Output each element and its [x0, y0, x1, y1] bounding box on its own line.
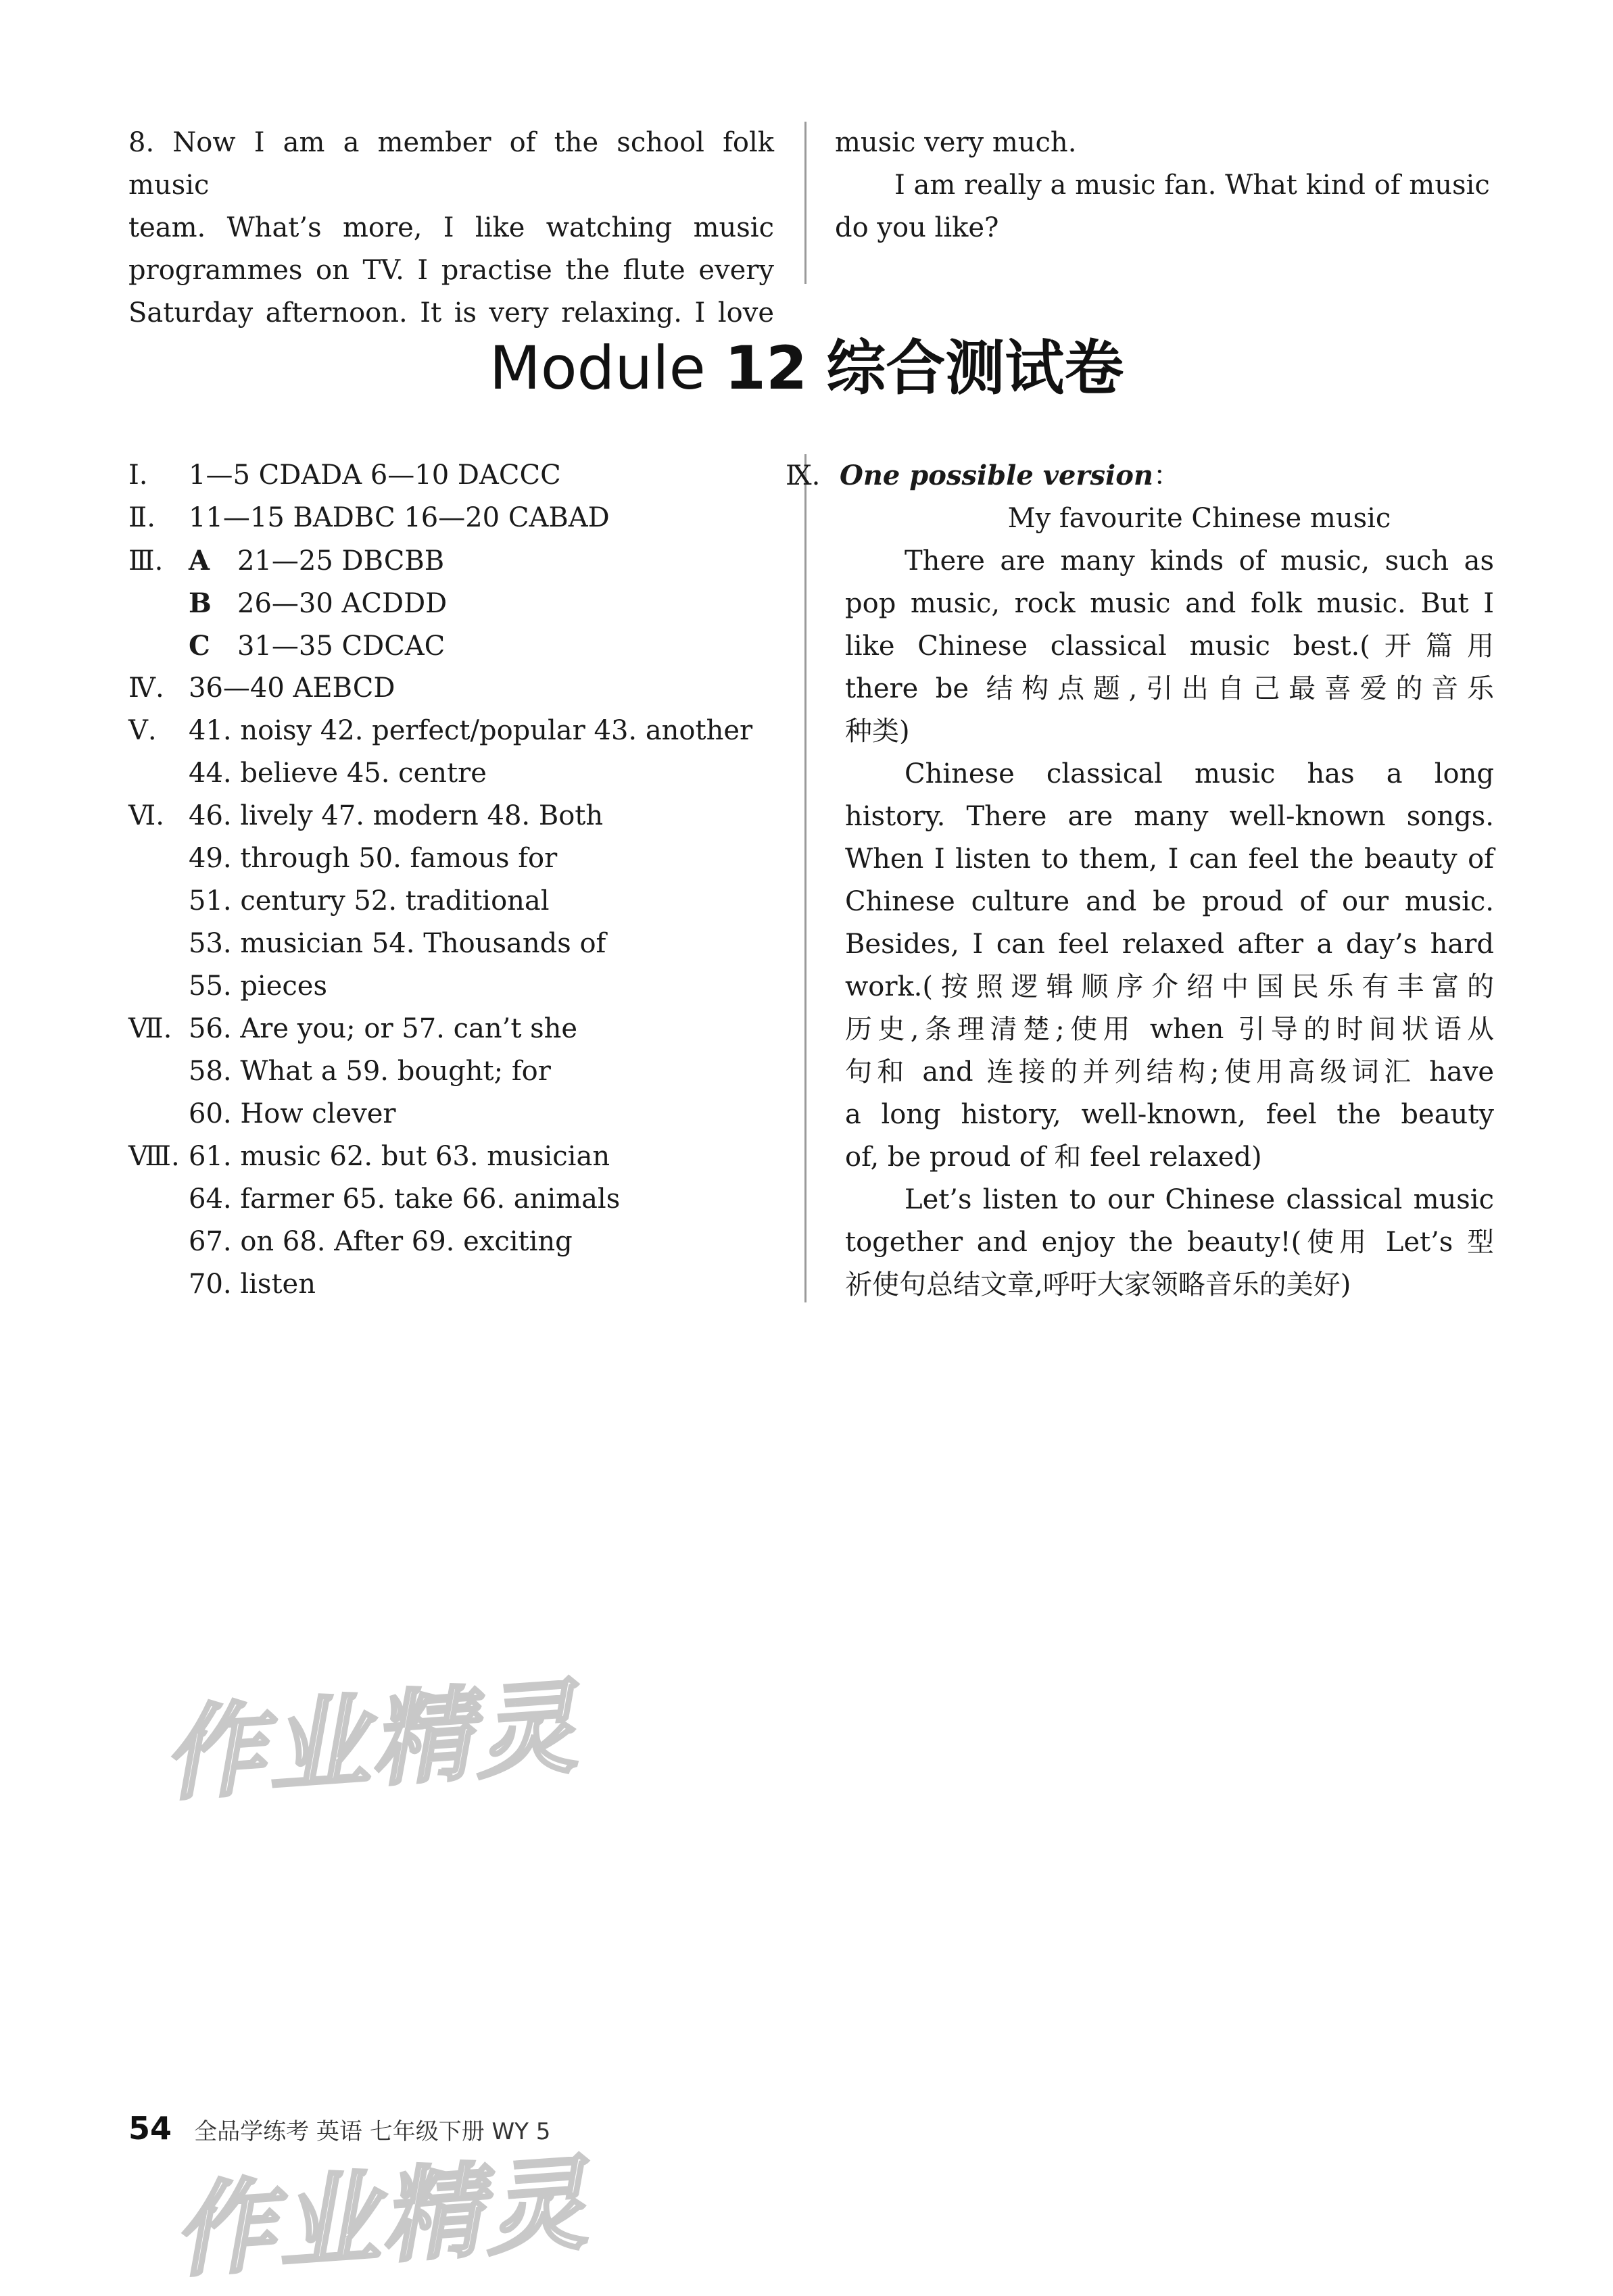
answer-text: 31—35 CDCAC [237, 631, 446, 662]
answer-row [128, 1093, 752, 1135]
section-number: Ⅷ. [128, 1141, 180, 1172]
answer-row [128, 837, 752, 880]
text-line: a long history, well-known, feel the beauty [845, 1099, 1494, 1130]
answer-text: 21—25 DBCBB [237, 545, 445, 577]
answer-text: 51. century 52. traditional [189, 885, 550, 917]
answer-row [128, 1135, 752, 1178]
footer-text: 全品学练考 英语 七年级下册 WY 5 [194, 2118, 551, 2145]
answer-text: 67. on 68. After 69. exciting [189, 1226, 573, 1257]
text-line: work.(按照逻辑顺序介绍中国民乐有丰富的 [845, 971, 1494, 1002]
answer-text: 46. lively 47. modern 48. Both [189, 800, 604, 831]
answer-text: 55. pieces [189, 971, 327, 1002]
answer-row [128, 497, 752, 539]
answer-text: 1—5 CDADA 6—10 DACCC [189, 460, 561, 491]
page-title [0, 331, 1613, 406]
colon: ： [1153, 460, 1180, 491]
answer-text: 61. music 62. but 63. musician [189, 1141, 610, 1172]
paragraph [845, 753, 1494, 1179]
paragraph [845, 1179, 1494, 1306]
subsection-label: C [189, 630, 210, 662]
answer-text: 70. listen [189, 1269, 316, 1300]
answer-text: 58. What a 59. bought; for [189, 1056, 551, 1087]
paragraph [845, 540, 1494, 753]
text-line: team. What’s more, I like watching music [128, 212, 774, 243]
title-number: 12 [724, 333, 808, 403]
answer-key [128, 454, 752, 1306]
page-footer [128, 2110, 550, 2147]
section-number: Ⅵ. [128, 800, 164, 831]
text-line: history. There are many well-known songs. [845, 801, 1494, 832]
answer-text: 56. Are you; or 57. can’t she [189, 1013, 578, 1044]
section-number: Ⅴ. [128, 715, 157, 746]
text-line: Chinese culture and be proud of our music. [845, 886, 1494, 917]
section-number: Ⅱ. [128, 502, 155, 533]
text-line: Saturday afternoon. It is very relaxing. I love [128, 297, 774, 328]
answer-row [128, 625, 752, 667]
answer-row [128, 752, 752, 795]
title-module: Module [489, 333, 706, 403]
text-line: I am really a music fan. What kind of music [894, 170, 1490, 201]
answer-row [128, 667, 752, 710]
answer-text: 26—30 ACDDD [237, 588, 448, 619]
text-line: music very much. [835, 127, 1077, 158]
answer-text: 64. farmer 65. take 66. animals [189, 1183, 621, 1215]
answer-row [128, 923, 752, 965]
answer-row [128, 1263, 752, 1306]
text-line: 祈使句总结文章,呼吁大家领略音乐的美好) [845, 1269, 1351, 1300]
title-chinese: 综合测试卷 [826, 333, 1124, 403]
text-line: Let’s listen to our Chinese classical music [905, 1184, 1494, 1215]
answer-row [128, 1221, 752, 1263]
answer-text: 60. How clever [189, 1098, 396, 1129]
answer-text: 44. believe 45. centre [189, 758, 487, 789]
section-number: Ⅲ. [128, 545, 164, 577]
watermark: 作业精灵 [159, 1668, 583, 1815]
text-line: do you like? [835, 212, 999, 243]
text-line: of, be proud of 和 feel relaxed) [845, 1142, 1262, 1173]
text-line: 8. Now I am a member of the school folk music [128, 127, 774, 201]
answer-row [128, 1050, 752, 1093]
subsection-label: B [189, 587, 212, 619]
text-line: There are many kinds of music, such as [905, 545, 1494, 577]
text-line: Besides, I can feel relaxed after a day’s hard [845, 929, 1494, 960]
text-line: When I listen to them, I can feel the beauty of [845, 844, 1494, 875]
text-line: like Chinese classical music best.(开篇用 [845, 631, 1494, 662]
answer-row [128, 795, 752, 837]
answer-row [128, 539, 752, 582]
page-number: 54 [128, 2110, 172, 2147]
column-divider [804, 454, 806, 1302]
answer-text: 11—15 BADBC 16—20 CABAD [189, 502, 610, 533]
top-left-column [128, 122, 774, 335]
text-line: programmes on TV. I practise the flute every [128, 255, 774, 286]
possible-version-label: One possible version [840, 460, 1153, 491]
text-line: there be 结构点题,引出自己最喜爱的音乐 [845, 673, 1494, 704]
text-line: together and enjoy the beauty!(使用 Let’s 型 [845, 1227, 1494, 1258]
answer-row [128, 710, 752, 752]
answer-row [128, 1178, 752, 1221]
answer-row [128, 880, 752, 923]
section-number: Ⅶ. [128, 1013, 172, 1044]
essay-title: My favourite Chinese music [1007, 503, 1391, 534]
text-line: 历史,条理清楚;使用 when 引导的时间状语从 [845, 1014, 1494, 1045]
composition-header [786, 454, 1494, 497]
answer-text: 49. through 50. famous for [189, 843, 558, 874]
text-line: 种类) [845, 716, 910, 747]
composition [786, 454, 1494, 1306]
answer-text: 53. musician 54. Thousands of [189, 928, 606, 959]
answer-row [128, 1008, 752, 1050]
section-number: Ⅸ. [786, 460, 821, 491]
column-divider [804, 122, 806, 284]
answer-row [128, 582, 752, 625]
text-line: Chinese classical music has a long [905, 758, 1494, 789]
watermark: 作业精灵 [169, 2145, 594, 2292]
answer-text: 36—40 AEBCD [189, 673, 395, 704]
section-number: Ⅰ. [128, 460, 148, 491]
answer-text: 41. noisy 42. perfect/popular 43. another [189, 715, 753, 746]
section-number: Ⅳ. [128, 673, 164, 704]
text-line: 句和 and 连接的并列结构;使用高级词汇 have [845, 1056, 1494, 1088]
text-line: pop music, rock music and folk music. But I [845, 588, 1494, 619]
top-right-column [835, 122, 1494, 249]
answer-row [128, 454, 752, 497]
subsection-label: A [189, 545, 210, 577]
answer-row [128, 965, 752, 1008]
